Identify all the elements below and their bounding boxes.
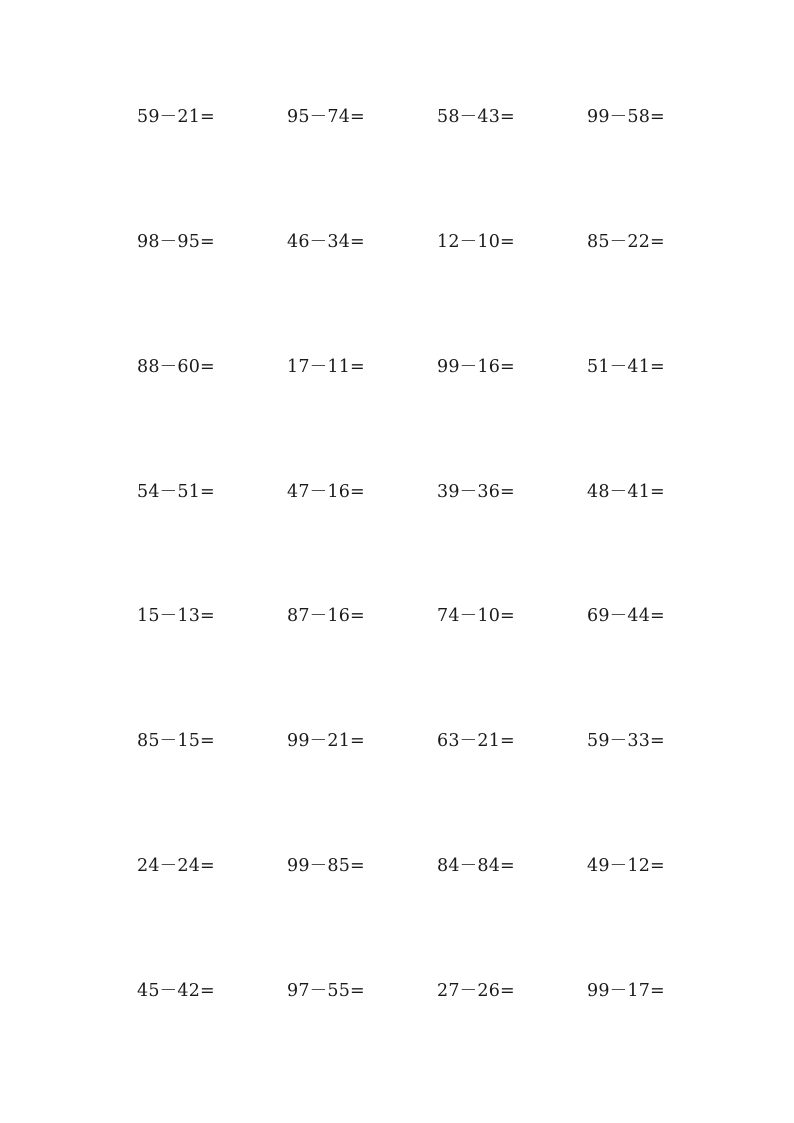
problem: 47－16= bbox=[287, 481, 365, 502]
problem: 98－95= bbox=[137, 231, 215, 252]
problem: 87－16= bbox=[287, 606, 365, 627]
problem: 48－41= bbox=[587, 481, 665, 502]
problem: 99－58= bbox=[587, 107, 665, 127]
problem: 63－21= bbox=[437, 731, 515, 752]
problem: 59－21= bbox=[137, 107, 215, 127]
problem: 74－10= bbox=[437, 606, 515, 627]
problem: 51－41= bbox=[587, 356, 665, 377]
problem: 95－74= bbox=[287, 107, 365, 127]
problem: 39－36= bbox=[437, 481, 515, 502]
problem: 46－34= bbox=[287, 231, 365, 252]
problem: 85－22= bbox=[587, 231, 665, 252]
problem: 27－26= bbox=[437, 981, 515, 1002]
problem: 17－11= bbox=[287, 356, 365, 377]
problem: 45－42= bbox=[137, 981, 215, 1002]
problem: 88－60= bbox=[137, 356, 215, 377]
problem: 99－85= bbox=[287, 856, 365, 877]
problem: 54－51= bbox=[137, 481, 215, 502]
problem: 59－33= bbox=[587, 731, 665, 752]
problem: 58－43= bbox=[437, 107, 515, 127]
problem: 84－84= bbox=[437, 856, 515, 877]
problem: 99－21= bbox=[287, 731, 365, 752]
problem-grid bbox=[137, 105, 697, 1104]
problem: 69－44= bbox=[587, 606, 665, 627]
problem: 15－13= bbox=[137, 606, 215, 627]
problem: 12－10= bbox=[437, 231, 515, 252]
problem: 24－24= bbox=[137, 856, 215, 877]
problem: 85－15= bbox=[137, 731, 215, 752]
problem: 99－17= bbox=[587, 981, 665, 1002]
problem: 99－16= bbox=[437, 356, 515, 377]
problem: 49－12= bbox=[587, 856, 665, 877]
problem: 97－55= bbox=[287, 981, 365, 1002]
